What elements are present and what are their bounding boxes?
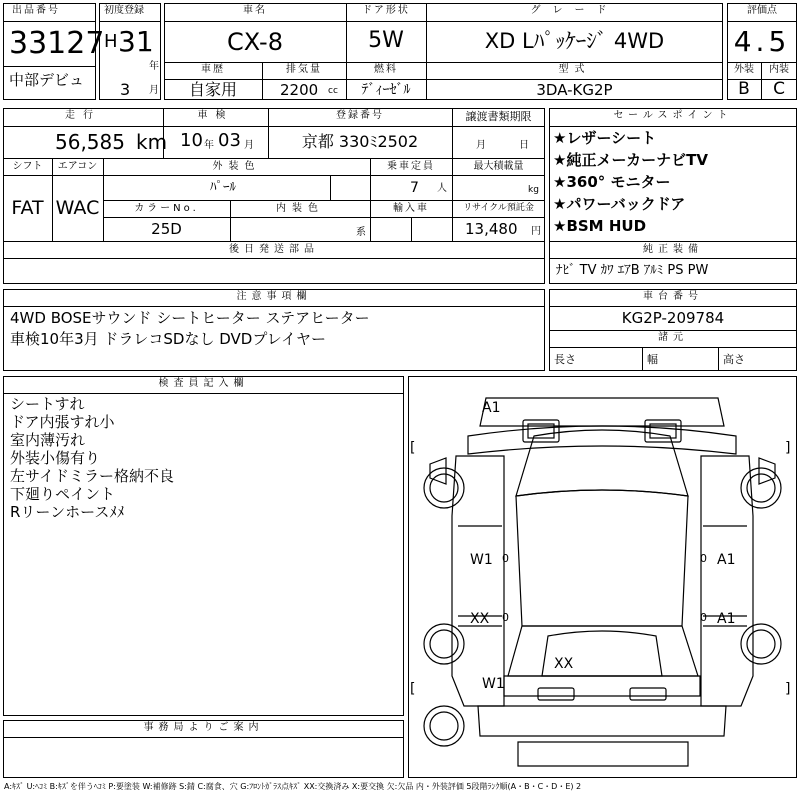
mileage: 56,585 <box>55 130 125 154</box>
month: 3 <box>120 80 131 99</box>
plate-number: 京都 330ﾐ2502 <box>301 132 419 151</box>
zero-mark: 0 <box>700 552 707 565</box>
sales-points-label: セールスポイント <box>613 110 733 121</box>
bracket-right-rear: ] <box>785 681 791 697</box>
sales-point-item: ★BSM HUD <box>553 217 647 235</box>
history: 自家用 <box>188 80 237 99</box>
lot-number: 33127 <box>9 26 105 61</box>
score: 4.5 <box>733 25 791 58</box>
chubu-debut-label: 中部デビュ <box>9 71 85 89</box>
transfer-day: 日 <box>519 140 529 151</box>
damage-left-rear-door: XX <box>470 611 490 627</box>
exterior-grade: B <box>738 79 750 99</box>
dims-label: 諸元 <box>658 332 688 343</box>
damage-rear-roof: XX <box>554 656 574 672</box>
capacity-label: 乗車定員 <box>387 161 435 172</box>
legend: A:ｷｽﾞ U:ﾍｺﾐ B:ｷｽﾞを伴うﾍｺﾐ P:要塗装 W:補修跡 S:錆 C:腐食、穴 G:ﾌﾛﾝﾄｶﾞﾗｽ点ｷｽﾞ XX:交換済み X:要交換 欠:欠品 内・外装評価 5段階ﾗﾝｸ順(A・B・C・D・E) 2 <box>4 782 582 791</box>
exterior-color-label: 外装色 <box>212 161 261 172</box>
bracket-right-front: ] <box>785 440 791 456</box>
door-label: ドア形状 <box>362 5 410 16</box>
shift-label: シフト <box>12 161 43 172</box>
load-label: 最大積載量 <box>473 161 524 172</box>
damage-right-rear-door: A1 <box>717 611 736 627</box>
zero-mark: 0 <box>700 611 707 624</box>
notes-label: 注意事項欄 <box>236 291 312 302</box>
ac-label: エアコン <box>57 161 98 172</box>
car-diagram <box>408 376 797 778</box>
damage-front: A1 <box>482 400 501 416</box>
car-name-label: 車名 <box>243 5 267 16</box>
equipment: ﾅﾋﾞ TV ｶﾜ ｴｱB ｱﾙﾐ PS PW <box>556 263 709 278</box>
sales-point-item: ★パワーバックドア <box>553 195 686 213</box>
damage-right-front-door: A1 <box>717 552 736 568</box>
length-label: 長さ <box>554 353 576 366</box>
sales-point-item: ★360° モニター <box>553 173 671 191</box>
recycle-label: リサイクル預託金 <box>463 203 534 213</box>
score-label: 評価点 <box>747 5 777 16</box>
capacity-unit: 人 <box>437 183 447 194</box>
recycle-fee: 13,480 <box>465 220 518 238</box>
capacity: 7 <box>410 180 419 196</box>
height-label: 高さ <box>723 353 745 366</box>
inspector-line: 左サイドミラー格納不良 <box>10 467 174 485</box>
grade: XD Lﾊﾟｯｹｰｼﾞ 4WD <box>484 29 665 53</box>
zero-mark: 0 <box>502 552 509 565</box>
ac: WAC <box>55 197 100 219</box>
history-label: 車歴 <box>201 64 225 75</box>
era: H <box>104 31 118 52</box>
model-label: 型式 <box>558 64 591 75</box>
inspector-line: 室内薄汚れ <box>10 431 86 449</box>
bracket-left-rear: [ <box>410 681 416 697</box>
inspector-line: Rリーンホースﾒﾒ <box>10 503 125 521</box>
month-unit: 月 <box>149 85 159 96</box>
interior-color-label: 内装色 <box>276 203 324 214</box>
exterior-label: 外装 <box>734 64 754 75</box>
inspector-line: ドア内張すれ小 <box>10 413 115 431</box>
sales-point-item: ★レザーシート <box>553 129 657 147</box>
displacement: 2200 <box>280 81 319 99</box>
color-no: 25D <box>151 220 182 238</box>
import-label: 輸入車 <box>393 203 429 214</box>
inspection-year: 10 <box>180 130 203 151</box>
model: 3DA-KG2P <box>536 81 613 99</box>
notes-line: 4WD BOSEサウンド シートヒーター ステアヒーター <box>10 309 370 327</box>
displacement-unit: cc <box>328 86 338 96</box>
interior-color-unit: 系 <box>356 227 366 238</box>
interior-label: 内装 <box>769 64 789 75</box>
equipment-label: 純正装備 <box>643 244 703 255</box>
notes-line: 車検10年3月 ドラレコSDなし DVDプレイヤー <box>10 330 326 348</box>
door-type: 5W <box>368 28 404 53</box>
damage-rear-bumper: W1 <box>482 676 505 692</box>
first-registration-label: 初度登録 <box>104 5 144 16</box>
inspector-line: 外装小傷有り <box>10 449 101 467</box>
color-no-label: カラーNo. <box>134 203 199 214</box>
recycle-unit: 円 <box>531 226 541 237</box>
shift: FAT <box>11 197 44 219</box>
inspection-year-unit: 年 <box>204 140 214 151</box>
chassis-label: 車台番号 <box>643 291 703 302</box>
year-unit: 年 <box>149 61 159 72</box>
mileage-unit: km <box>136 130 168 154</box>
zero-mark: 0 <box>502 611 509 624</box>
transfer-month: 月 <box>476 140 486 151</box>
damage-left-front-door: W1 <box>470 552 493 568</box>
lot-number-label: 出品番号 <box>12 5 60 16</box>
office-label: 事務局よりご案内 <box>143 722 264 733</box>
grade-label: グレード <box>530 5 619 16</box>
inspector-label: 検査員記入欄 <box>158 378 249 389</box>
fuel: ﾃﾞｨｰｾﾞﾙ <box>361 82 411 98</box>
interior-grade: C <box>773 79 785 99</box>
inspection-label: 車検 <box>197 110 234 121</box>
displacement-label: 排気量 <box>286 64 322 75</box>
bracket-left-front: [ <box>410 440 416 456</box>
inspector-line: シートすれ <box>10 395 85 413</box>
width-label: 幅 <box>647 353 658 366</box>
inspection-month: 03 <box>218 130 241 151</box>
transfer-label: 譲渡書類期限 <box>465 110 532 123</box>
exterior-color: ﾊﾟｰﾙ <box>210 180 236 195</box>
car-name: CX-8 <box>227 28 283 56</box>
later-parts-label: 後日発送部品 <box>229 244 319 255</box>
year: 31 <box>118 25 154 58</box>
plate-label: 登録番号 <box>336 110 384 121</box>
inspector-line: 下廻りペイント <box>10 485 116 503</box>
fuel-label: 燃料 <box>374 64 398 75</box>
inspection-month-unit: 月 <box>244 140 254 151</box>
sales-point-item: ★純正メーカーナビTV <box>553 151 708 169</box>
load-unit: kg <box>528 185 539 195</box>
mileage-label: 走行 <box>65 110 101 121</box>
chassis-number: KG2P-209784 <box>621 309 725 327</box>
